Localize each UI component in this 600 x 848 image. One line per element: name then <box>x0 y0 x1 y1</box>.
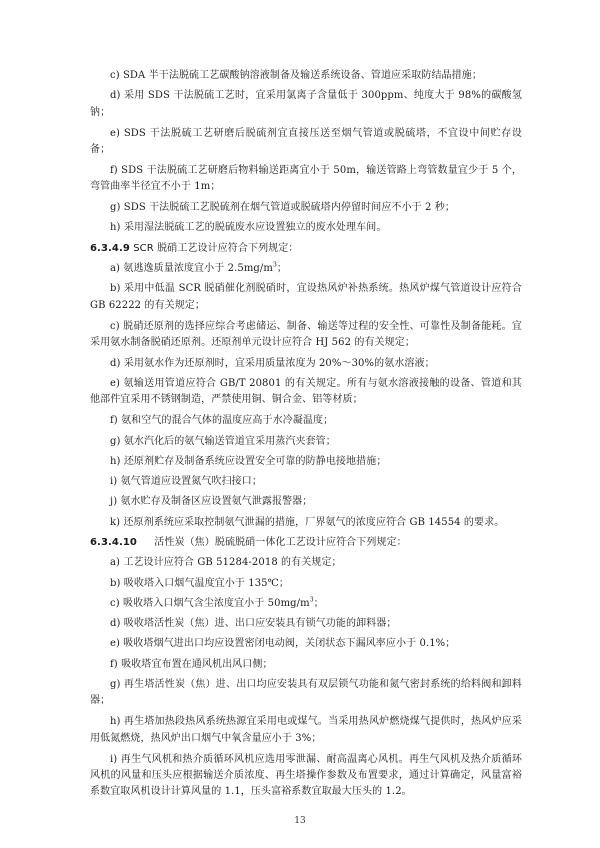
clause-6349-heading <box>90 241 522 257</box>
clause-63410-f: f) 吸收塔宜布置在通风机出风口侧； <box>110 658 273 670</box>
item-f-sds: f) SDS 干法脱硫工艺研磨后物料输送距离宜小于 50m，输送管路上弯管数量宜少于 5 个，弯管曲率半径宜不小于 1m； <box>90 164 522 193</box>
clause-63410-heading <box>90 535 522 551</box>
clause-63410-h: h) 再生塔加热段热风系统热源宜采用电或煤气。当采用热风炉燃烧煤气提供时，热风炉应采用低氮燃烧，热风炉出口烟气中氧含量应小于 3%； <box>90 716 522 744</box>
clause-number: 6.3.4.10 <box>90 537 137 549</box>
clause-63410-b: b) 吸收塔入口烟气温度宜小于 135℃； <box>110 577 290 589</box>
item-h-wet: h) 采用湿法脱硫工艺的脱硫废水应设置独立的废水处理车间。 <box>110 222 387 234</box>
clause-63410-i: i) 再生气风机和热介质循环风机应选用零泄漏、耐高温离心风机。再生气风机及热介质循环风机的风量和压头应根据输送介质浓度、再生塔操作参数及布置要求，通过计算确定，风量富裕系数宜取风机设计计算风量的 1.1，压头富裕系数宜取最大压头的 1.2。 <box>90 753 522 798</box>
clause-63410-e: e) 吸收塔烟气进出口均应设置密闭电动阀，关闭状态下漏风率应小于 0.1%； <box>110 638 456 650</box>
clause-63410-d: d) 吸收塔活性炭（焦）进、出口应安装具有锁气功能的卸料器； <box>110 618 397 630</box>
clause-title: 活性炭（焦）脱硫脱硝一体化工艺设计应符合下列规定： <box>154 537 407 549</box>
clause-6349-g: g) 氨水汽化后的氨气输送管道宜采用蒸汽夹套管； <box>110 435 336 447</box>
clause-title: SCR 脱硝工艺设计应符合下列规定： <box>133 242 299 254</box>
clause-6349-b: b) 采用中低温 SCR 脱硝催化剂脱硝时，宜设热风炉补热系统。热风炉煤气管道设计应符合 GB 62222 的有关规定； <box>90 283 522 311</box>
clause-6349-d: d) 采用氨水作为还原剂时，宜采用质量浓度为 20%～30%的氨水溶液； <box>110 357 435 369</box>
clause-6349-f: f) 氨和空气的混合气体的温度应高于水冷凝温度； <box>110 415 334 427</box>
clause-63410-a: a) 工艺设计应符合 GB 51284-2018 的有关规定； <box>110 557 342 569</box>
clause-6349-h: h) 还原剂贮存及制备系统应设置安全可靠的防静电接地措施； <box>110 455 387 467</box>
item-g-sds: g) SDS 干法脱硫工艺脱硫剂在烟气管道或脱硫塔内停留时间应不小于 2 秒； <box>110 202 455 214</box>
clause-63410-c: c) 吸收塔入口烟气含尘浓度宜小于 $50mg/m^3$； <box>110 596 324 609</box>
clause-6349-i: i) 氨气管道应设置氮气吹扫接口； <box>110 476 262 488</box>
clause-number: 6.3.4.9 <box>90 242 130 254</box>
item-d-sds: d) 采用 SDS 干法脱硫工艺时，宜采用氯离子含量低于 300ppm、纯度大于 98%的碳酸氢钠； <box>90 90 522 118</box>
clause-63410-g: g) 再生塔活性炭（焦）进、出口均应安装具有双层锁气功能和氮气密封系统的给料阀和卸料器； <box>90 679 522 707</box>
clause-6349-a: a) 氨逃逸质量浓度宜小于 $2.5mg/m^3$； <box>110 261 287 274</box>
item-c-sda: c) SDA 半干法脱硫工艺碳酸钠溶液制备及输送系统设备、管道应采取防结晶措施； <box>110 70 482 81</box>
clause-6349-e: e) 氨输送用管道应符合 GB/T 20801 的有关规定。所有与氨水溶液接触的设备、管道和其他部件宜采用不锈钢制造，严禁使用铜、铜合金、铝等材质； <box>90 378 522 406</box>
item-e-sds: e) SDS 干法脱硫工艺研磨后脱硫剂宜直接压送至烟气管道或脱硫塔，不宜设中间贮存设备； <box>90 127 522 155</box>
clause-6349-k: k) 还原剂系统应采取控制氨气泄漏的措施，厂界氨气的浓度应符合 GB 14554 的要求。 <box>110 516 505 528</box>
page-number: 13 <box>294 816 306 826</box>
clause-6349-c: c) 脱硝还原剂的选择应综合考虑储运、制备、输送等过程的安全性、可靠性及制备能耗。宜采用氨水制备脱硝还原剂。还原剂单元设计应符合 HJ 562 的有关规定； <box>90 320 522 348</box>
clause-6349-j: j) 氨水贮存及制备区应设置氨气泄露报警器； <box>110 496 313 508</box>
